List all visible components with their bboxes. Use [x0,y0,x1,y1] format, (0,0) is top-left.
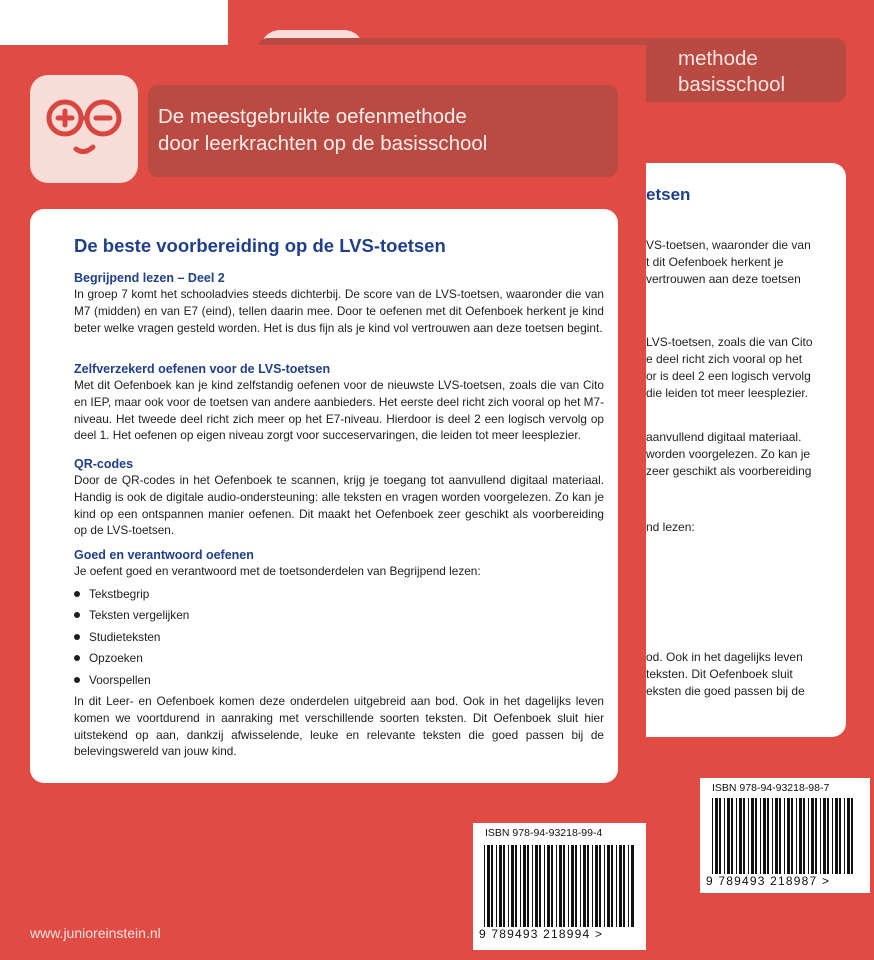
barcode-bar [811,798,814,874]
logo-tile [30,75,138,183]
barcode-bar [719,798,721,874]
barcode-bar [571,845,574,927]
barcode-bar [511,845,514,927]
tagline-box [148,85,618,177]
list-item [74,605,189,627]
barcode-bar [715,798,718,874]
back-text-fragment: eksten die goed passen bij de [646,684,805,698]
list-item [74,648,189,670]
barcode-bar [520,845,521,927]
barcode-bar [556,845,557,927]
list-item [74,626,189,648]
back-isbn-number: 9 789493 218987 > [706,874,831,888]
barcode-bar [851,798,853,874]
back-text-fragment: die leiden tot meer leesplezier. [646,386,809,400]
text-card [30,209,618,783]
barcode-bar [839,798,841,874]
barcode-bar [611,845,613,927]
back-text-fragment: LVS-toetsen, zoals die van Cito [646,335,813,349]
list-item [74,583,189,605]
section-heading-begrijpend-lezen: Begrijpend lezen – Deel 2 [74,271,225,285]
back-barcode-box [700,778,870,893]
barcode-bar [508,845,509,927]
barcode-bar [751,798,754,874]
section-heading-goed-en-verantwoord: Goed en verantwoord oefenen [74,548,254,562]
barcode-bar [808,798,809,874]
back-text-fragment: or is deel 2 een logisch vervolg [646,369,811,383]
barcode-bar [587,845,589,927]
isbn-label: ISBN 978-94-93218-99-4 [485,827,603,839]
tagline-line-1: De meestgebruikte oefenmethode [158,105,467,128]
smiling-glasses-plus-minus-icon [30,75,138,183]
barcode-bar [544,845,545,927]
barcode-bar [724,798,725,874]
closing-text: In dit Leer- en Oefenboek komen deze onderdelen uitgebreid aan bod. Ook in het dagelijks leven komen we voortdurend in aanraking met verschillende soorten teksten. Dit Oefenboek sluit hier uitstekend op aan, dankzij afwisselende, leuke en relevante teksten die goed passen bij de belevingswereld van jouw kind. [74,694,604,759]
barcode [482,845,638,927]
barcode-bar [787,798,790,874]
back-tagline-line-1: methode [678,47,758,70]
barcode-bar [815,798,817,874]
barcode-bar [532,845,533,927]
barcode-bar [592,845,593,927]
section-heading-zelfverzekerd: Zelfverzekerd oefenen voor de LVS-toetsen [74,362,331,376]
section-text-begrijpend-lezen: In groep 7 komt het schooladvies steeds dichterbij. De score van de LVS-toetsen, waaronder die van M7 (midden) en van E7 (eind), tellen daarin mee. Door te oefenen met dit Oefenboek herkent je kind beter welke vragen gesteld worden. Het is dus fijn als je kind vol vertrouwen aan deze toetsen begint. [74,287,604,335]
barcode-bar [775,798,778,874]
barcode-bar [551,845,553,927]
list-item-label: Studieteksten [89,629,161,644]
back-text-fragment: teksten. Dit Oefenboek sluit [646,667,793,681]
barcode-bar [619,845,622,927]
isbn-number: 9 789493 218994 > [479,927,604,941]
section-text-goed-en-verantwoord: Je oefent goed en verantwoord met de toetsonderdelen van Begrijpend lezen: [74,564,481,578]
back-text-fragment: zeer geschikt als voorbereiding [646,464,812,478]
barcode-bar [604,845,605,927]
barcode-bar [515,845,517,927]
barcode-bar [568,845,569,927]
barcode-bar [595,845,598,927]
section-text-zelfverzekerd: Met dit Oefenboek kan je kind zelfstandig oefenen voor de nieuwste LVS-toetsen, zoals die van Cito en IEP, maar ook voor de toetsen van andere aanbieders. Het eerste deel richt zich vooral op het M7-niveau. Het tweede deel richt zich meer op het E7-niveau. Hierdoor is deel 2 een logisch vervolg op deel 1. Het oefenen op eigen niveau zorgt voor succeservaringen, die leiden tot meer leesplezier. [74,378,604,443]
barcode-bar [496,845,497,927]
barcode-bar [547,845,550,927]
barcode-bar [832,798,833,874]
list-item-label: Voorspellen [89,672,151,687]
barcode-bar [796,798,797,874]
back-isbn-label: ISBN 978-94-93218-98-7 [712,782,830,794]
bullet-icon [74,634,80,640]
barcode-bar [772,798,773,874]
skill-list [74,583,189,691]
barcode-bar [484,845,485,927]
barcode-bar [580,845,581,927]
barcode-box [473,823,646,950]
barcode-bar [748,798,749,874]
bullet-icon [74,612,80,618]
barcode-bar [499,845,502,927]
back-text-fragment: od. Ook in het dagelijks leven [646,650,803,664]
barcode-bar [779,798,781,874]
back-text-fragment: VS-toetsen, waaronder die van [646,238,811,252]
card-title: De beste voorbereiding op de LVS-toetsen [74,235,446,256]
barcode-bar [739,798,742,874]
barcode-bar [559,845,562,927]
barcode-bar [791,798,793,874]
barcode-bar [767,798,769,874]
list-item-label: Opzoeken [89,651,143,666]
website-url: www.junioreinstein.nl [30,925,161,941]
barcode-bar [575,845,577,927]
barcode-bar [760,798,761,874]
barcode-bar [607,845,610,927]
barcode-bar [835,798,838,874]
barcode-bar [763,798,766,874]
barcode-bar [503,845,505,927]
barcode-bar [623,845,625,927]
list-item-label: Teksten vergelijken [89,608,190,623]
barcode-bar [743,798,745,874]
back-barcode [710,798,860,874]
back-tagline-line-2: basisschool [678,73,786,96]
barcode-bar [628,845,629,927]
barcode-bar [535,845,538,927]
barcode-bar [631,845,634,927]
list-item [74,669,189,691]
barcode-bar [487,845,490,927]
barcode-bar [523,845,526,927]
barcode-bar [727,798,730,874]
barcode-bar [823,798,826,874]
barcode-bar [820,798,821,874]
barcode-bar [712,798,713,874]
back-card-title-fragment: etsen [646,185,691,204]
barcode-bar [799,798,802,874]
barcode-bar [736,798,737,874]
barcode-bar [731,798,733,874]
bullet-icon [74,591,80,597]
barcode-bar [784,798,785,874]
barcode-bar [844,798,845,874]
bullet-icon [74,677,80,683]
barcode-bar [616,845,617,927]
back-text-fragment: t dit Oefenboek herkent je [646,255,784,269]
front-book-cover [0,45,646,960]
back-text-fragment: nd lezen: [646,520,695,534]
barcode-bar [583,845,586,927]
section-heading-qr-codes: QR-codes [74,457,134,471]
tagline-line-2: door leerkrachten op de basisschool [158,132,488,155]
barcode-bar [563,845,565,927]
back-text-fragment: e deel richt zich vooral op het [646,352,803,366]
barcode-bar [847,798,850,874]
barcode-bar [527,845,529,927]
barcode-bar [755,798,757,874]
barcode-bar [539,845,541,927]
barcode-bar [803,798,805,874]
section-text-qr-codes: Door de QR-codes in het Oefenboek te scannen, krijg je toegang tot aanvullend digitaal materiaal. Handig is ook de digitale audio-ondersteuning: alle teksten en vragen worden voorgelezen. Zo kan je kind op een ontspannen manier oefenen. Dit maakt het Oefenboek zeer geschikt als voorbereiding op de LVS-toetsen. [74,473,604,538]
list-item-label: Tekstbegrip [89,586,150,601]
barcode-bar [827,798,829,874]
bullet-icon [74,655,80,661]
back-text-fragment: worden voorgelezen. Zo kan je [646,447,811,461]
barcode-bar [599,845,601,927]
back-text-fragment: vertrouwen aan deze toetsen [646,272,801,286]
back-text-fragment: aanvullend digitaal materiaal. [646,430,802,444]
barcode-bar [491,845,493,927]
